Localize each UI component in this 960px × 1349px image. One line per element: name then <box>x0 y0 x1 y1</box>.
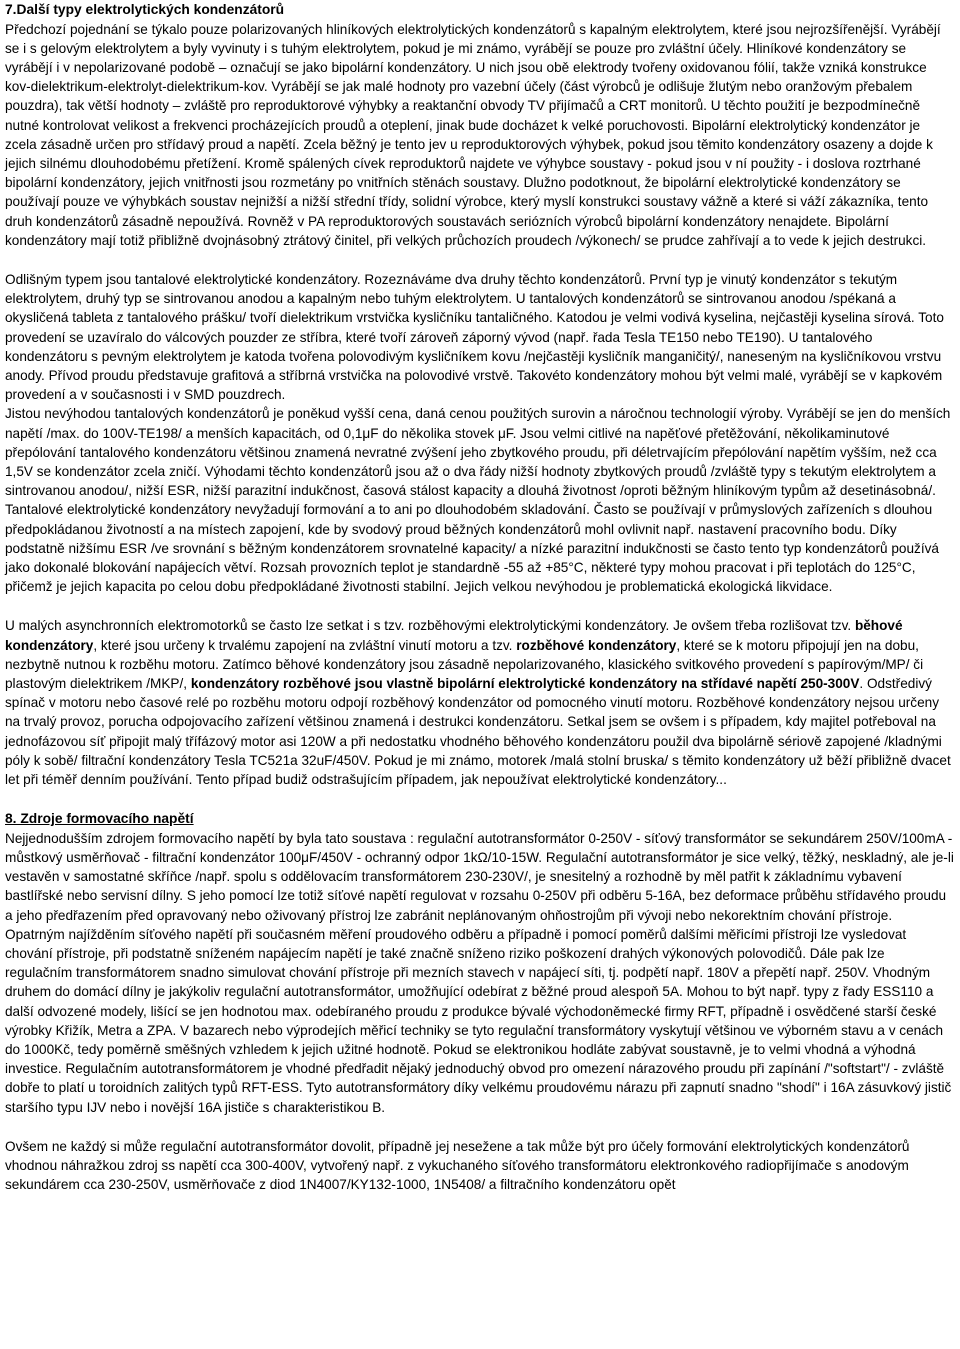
text-run: , které jsou určeny k trvalému zapojení na zvláštní vinutí motoru a tzv. <box>93 637 517 653</box>
paragraph-spacer <box>5 596 955 616</box>
bold-statement-starting-capacitors: kondenzátory rozběhové jsou vlastně bipolární elektrolytické kondenzátory na střídavé napětí 250-300V <box>190 676 860 691</box>
section-7-paragraph-4 <box>5 616 955 789</box>
section-8-heading: 8. Zdroje formovacího napětí <box>5 811 194 827</box>
bold-term-running-capacitors: běhové kondenzátory <box>5 618 903 653</box>
section-7-paragraph-3: Jistou nevýhodou tantalových kondenzátorů je poněkud vyšší cena, daná cenou použitých surovin a náročnou technologií výroby. Vyrábějí se jen do menších napětí /max. do 100V-TE198/ a menších kapacitách, od 0,1μF do několika stovek μF. Jsou velmi citlivé na napěťové přetěžování, několikaminutové přepólování tantalového kondenzátoru většinou znamená nevratné zvýšení jeho zbytkového proudu, při déletrvajícím přepólování napětím vyšším, než cca 1,5V se kondenzátor zcela zničí. Výhodami těchto kondenzátorů jsou až o dva řády nižší hodnoty zbytkových proudů /zvláště typy s tekutým elektrolytem a sintrovanou anodou/, nižší ESR, nižší parazitní indukčnost, časová stálost kapacity a dlouhá životnost /oproti běžným hliníkovým typům až desetinásobná/. Tantalové elektrolytické kondenzátory nevyžadují formování a to ani po dlouhodobém skladování. Často se používají v průmyslových zařízeních s dlouhou předpokládanou životností a na místech zapojení, kde by svodový proud běžných kondenzátorů mohl ovlivnit např. nastavení pracovního bodu. Díky podstatně nižšímu ESR /ve srovnání s běžným kondenzátorem srovnatelné kapacity/ a nízké parazitní indukčnosti se často tento typ kondenzátorů používá jako dokonalé blokování napájecích větví. Rozsah provozních teplot je standardně -55 až +85°C, některé typy mohou pracovat i při teplotách do 125°C, přičemž je jejich kapacita po celou dobu předpokládané životnosti stabilní. Jejich velkou nevýhodou je problematická ekologická likvidace. <box>5 406 951 595</box>
section-7-heading: 7.Další typy elektrolytických kondenzátorů <box>5 2 285 17</box>
paragraph-spacer <box>5 250 955 270</box>
paragraph-spacer <box>5 789 955 809</box>
text-run: U malých asynchronních elektromotorků se často lze setkat i s tzv. rozběhovými elektrolytickými kondenzátory. Je ovšem třeba rozlišovat tzv. <box>5 618 855 634</box>
section-7-paragraph-2: Odlišným typem jsou tantalové elektrolytické kondenzátory. Rozeznáváme dva druhy těchto kondenzátorů. První typ je vinutý kondenzátor s tekutým elektrolytem, druhý typ se sintrovanou anodou a kapalným nebo tuhým elektrolytem. U tantalových kondenzátorů se sintrovanou anodou /spékaná a okysličená tableta z tantalového prášku/ tvoří dielektrikum vrstvička kysličníku tantaličného. Katodou je velmi vodivá kyselina, nejčastěji kyselina sírová. Toto provedení se uzavíralo do válcových pouzder ze stříbra, které tvoří zároveň záporný vývod (např. řada Tesla TE150 nebo TE190). U tantalového kondenzátoru s pevným elektrolytem je katoda tvořena polovodivým kysličníkem kovu /nejčastěji kysličník manganičitý/, naneseným na kysličníkovou vrstvu anody. Přívod proudu představuje grafitová a stříbrná vrstvička na polovodivé vrstvě. Takovéto kondenzátory mohou být velmi malé, vyrábějí se v kapkovém provedení a v současnosti i v SMD pouzdrech. <box>5 271 944 403</box>
text-run: , které se k motoru připojují jen na dobu, nezbytně nutnou k rozběhu motoru. Zatímco běhové kondenzátory jsou zásadně nepolarizovaného, klasického svitkového provedení s papírovým/MP/ či plastovým dielektrikem /MKP/, <box>5 637 924 691</box>
bold-term-starting-capacitors: rozběhové kondenzátory <box>516 637 677 653</box>
paragraph-spacer <box>5 1117 955 1137</box>
document-page <box>5 0 955 1194</box>
section-8-paragraph-1: Nejjednodušším zdrojem formovacího napětí by byla tato soustava : regulační autotransformátor 0-250V - síťový transformátor se sekundárem 250V/100mA - můstkový usměrňovač - filtrační kondenzátor 100μF/450V - ochranný odpor 1kΩ/10-15W. Regulační autotransformátor je sice velký, těžký, neskladný, ale je-li vestavěn v samostatné skříňce /např. spolu s oddělovacím transformátorem 230-230V/, je snesitelný a rozhodně by měl patřit k základnímu vybavení bastlířské nebo servisní dílny. S jeho pomocí lze totiž síťové napětí regulovat v rozsahu 0-250V při odběru 5-16A, bez deformace průběhu střídavého proudu a jeho předřazením před opravovaný nebo oživovaný přístroj lze zabránit neplánovaným ohňostrojům při vývoji nebo nekorektním chování přístroje. Opatrným najížděním síťového napětí při současném měření proudového odběru a případně i pomocí poměrů dalšími měřicími přístroji lze vysledovat chování přístroje, při podstatně sníženém napájecím napětí je také značně sníženo riziko poškození drahých výkonových polovodičů. Dále pak lze regulačním transformátorem snadno simulovat chování přístroje při mezních stavech v napájecí síti, tj. podpětí např. 180V a přepětí např. 250V. Vhodným druhem do domácí dílny je jakýkoliv regulační autotransformátor, umožňující odebírat z běžné proud alespoň 5A. Mohou to být např. typy z řady ESS110 a další odvozené modely, lišící se jen hodnotou max. odebíraného proudu z produkce bývalé východoněmecké firmy RFT, případně i osvědčené starší české výrobky Křižík, Metra a ZPA. V bazarech nebo výprodejích měřicí techniky se tyto regulační transformátory vyskytují většinou ve výborném stavu a v cenách do 1000Kč, tedy poměrně směšných vzhledem k jejich užitné hodnotě. Pokud se elektronikou hodláte zabývat soustavně, je to velmi vhodná a výhodná investice. Regulačním autotransformátorem je vhodné předřadit nějaký jednoduchý obvod pro omezení nárazového proudu při zapínání /"softstart"/ - zvláště dobře to platí u toroidních zalitých typů RFT-ESS. Tyto autotransformátory díky velkému proudovému nárazu při zapnutí snadno "shodí" i 16A zásuvkový jistič staršího typu IJV nebo i novější 16A jističe s charakteristikou B. <box>5 830 954 1115</box>
section-7-paragraph-1: Předchozí pojednání se týkalo pouze polarizovaných hliníkových elektrolytických kondenzátorů s kapalným elektrolytem, které jsou nejrozšířenější. Vyrábějí se i s gelovým elektrolytem a byly vyvinuty i s tuhým elektrolytem, pokud je mi známo, vyrábějí se pouze pro zvláštní účely. Hliníkové kondenzátory se vyrábějí i v nepolarizované podobě – označují se jako bipolární kondenzátory. U nich jsou obě elektrody tvořeny oxidovanou fólií, takže vzniká konstrukce kov-dielektrikum-elektrolyt-dielektrikum-kov. Vyrábějí se jak malé hodnoty pro vazební účely (část výrobců je odlišuje žlutým nebo oranžovým přebalem pouzdra), tak větší hodnoty – zvláště pro reproduktorové výhybky a reaktanční obvody TV přijímačů a CRT monitorů. U těchto použití je bezpodmínečně nutné kontrolovat velikost a frekvenci procházejících proudů a oteplení, jinak bude docházet k velké poruchovosti. Bipolární elektrolytický kondenzátor je zcela zásadně určen pro střídavý proud a napětí. Zcela běžný je tento jev u reproduktorových výhybek, pokud jsou těmito kondenzátory osazeny a dojde k jejich silnému dlouhodobému přetížení. Kromě spálených cívek reproduktorů najdete ve výhybce soustavy - pokud jsou v ní použity - i doslova roztrhané bipolární kondenzátory, jejich vnitřnosti jsou rozmetány po vnitřních stěnách soustavy. Dlužno podotknout, že bipolární elektrolytické kondenzátory se používají pouze ve výhybkách soustav nejnižší a nižší střední třídy, solidní výrobce, který myslí konstrukci soustavy vážně a které si váží zákazníka, tento druh kondenzátorů zásadně nepoužívá. Rovněž v PA reproduktorových soustavách seriózních výrobců bipolární kondenzátory nenajdete. Bipolární kondenzátory mají totiž přibližně dvojnásobný ztrátový činitel, při velkých průchozích proudech /výkonech/ se prudce zahřívají a to vede k jejich destrukci. <box>5 21 941 248</box>
section-8-paragraph-2: Ovšem ne každý si může regulační autotransformátor dovolit, případně jej nesežene a tak může být pro účely formování elektrolytických kondenzátorů vhodnou náhražkou zdroj ss napětí cca 300-400V, vytvořený např. z vykuchaného síťového transformátoru elektronkového radiopřijímače s anodovým sekundárem cca 230-250V, usměrňovače z diod 1N4007/KY132-1000, 1N5408/ a filtračního kondenzátoru opět <box>5 1138 910 1193</box>
text-run: . Odstředivý spínač v motoru nebo časové relé po rozběhu motoru odpojí rozběhový kondenzátor od pomocného vinutí motoru. Rozběhové kondenzátory nejsou určeny na trvalý provoz, porucha odpojovacího zařízení většinou znamená i destrukci kondenzátoru. Setkal jsem se ovšem i s případem, kdy majitel potřeboval na jednofázovou síť připojit malý třífázový motor asi 120W a při nedostatku vhodného běhového kondenzátoru použil dva bipolárně sériově zapojené /kladnými póly k sobě/ filtrační kondenzátory Tesla TC521a 32uF/450V. Pokud je mi známo, motorek /malá stolní bruska/ s těmito kondenzátory už běží přibližně dvacet let při téměř denním používání. Tento případ budiž odstrašujícím případem, jak nepoužívat elektrolytické kondenzátory... <box>5 676 951 788</box>
